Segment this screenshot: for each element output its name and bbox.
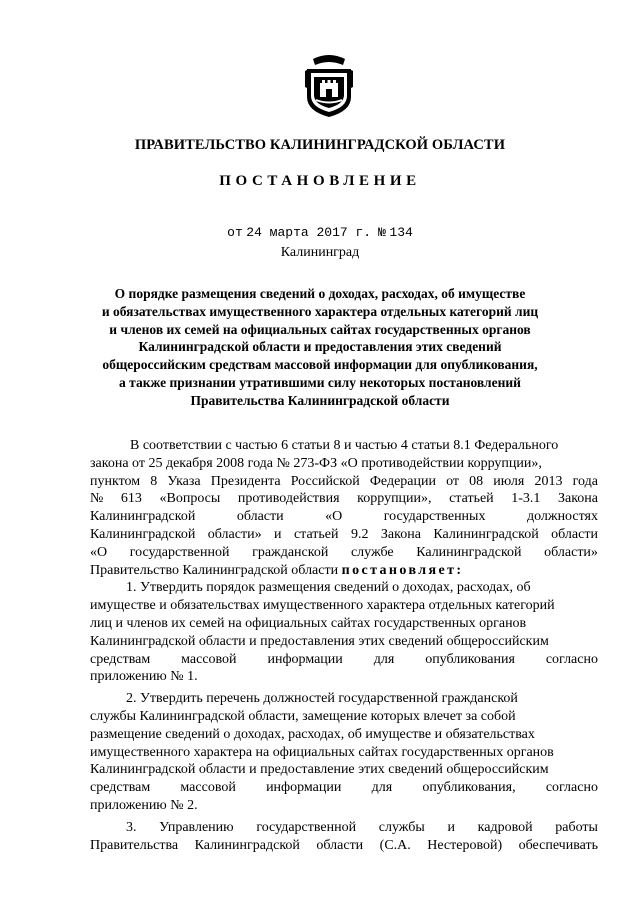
- word: Калининградской: [90, 526, 196, 542]
- word: 9.2: [350, 526, 369, 542]
- resolution-subject: Правительство Калининградской области: [90, 562, 339, 578]
- word: закона от 25 декабря 2008 года № 273-ФЗ «О противодействии коррупции»,: [90, 455, 542, 471]
- word: согласно: [545, 780, 598, 796]
- word: области: [236, 509, 284, 525]
- word: 08: [469, 473, 484, 489]
- heading-line: общероссийским средствам массовой информации для опубликования,: [102, 357, 538, 373]
- word: Нестеровой): [427, 837, 503, 853]
- resolution-word: постановляет:: [341, 562, 464, 578]
- coat-of-arms-emblem: [303, 53, 355, 119]
- document-body: [90, 437, 598, 854]
- word: Калининградской: [416, 544, 522, 560]
- word: Калининградской: [433, 526, 539, 542]
- body-line: [90, 544, 598, 562]
- city: Калининград: [280, 245, 360, 260]
- body-line: [90, 490, 598, 508]
- word: и: [447, 819, 455, 835]
- word: области: [316, 837, 364, 853]
- document-number: 134: [389, 225, 413, 240]
- word: 613: [120, 491, 142, 507]
- heading-line: О порядке размещения сведений о доходах, расходах, об имуществе: [114, 286, 526, 301]
- word: №: [90, 491, 104, 507]
- word: Калининградской: [194, 837, 300, 853]
- organization-title: ПРАВИТЕЛЬСТВО КАЛИНИНГРАДСКОЙ ОБЛАСТИ: [134, 137, 506, 153]
- heading-line: и членов их семей на официальных сайтах государственных органов: [109, 321, 531, 337]
- body-line: В соответствии с частью 6 статьи 8 и частью 4 статьи 8.1 Федерального: [130, 438, 559, 453]
- word: информации: [267, 651, 343, 667]
- word: области»: [544, 544, 598, 560]
- body-line: службы Калининградской области, замещение которых влечет за собой: [90, 708, 516, 724]
- word: области: [551, 526, 598, 542]
- body-line: Калининградской области и предоставление этих сведений общероссийским: [90, 762, 549, 778]
- body-line: 1. Утвердить порядок размещения сведений о доходах, расходах, об: [126, 580, 531, 596]
- word: области»: [207, 526, 262, 542]
- word: статьей: [449, 491, 494, 507]
- heading-line: Калининградской области и предоставления этих сведений: [138, 339, 502, 355]
- word: июля: [493, 473, 525, 489]
- body-line: 2. Утвердить перечень должностей государственной гражданской: [126, 691, 518, 707]
- word: гражданской: [252, 544, 329, 560]
- body-line: имуществе и обязательствах имущественного характера отдельных категорий: [90, 598, 555, 614]
- word: Президента: [210, 473, 281, 489]
- word: работы: [555, 819, 598, 835]
- body-line: [90, 473, 598, 491]
- word: согласно: [545, 651, 598, 667]
- word: государственных: [383, 509, 486, 525]
- heading-line: а также признании утратившими силу некоторых постановлений: [119, 374, 521, 390]
- word: массовой: [180, 780, 236, 796]
- body-line: [90, 526, 598, 544]
- word: 3.: [126, 819, 137, 835]
- body-line: [90, 562, 598, 580]
- word: массовой: [181, 651, 237, 667]
- body-line: [90, 819, 598, 837]
- body-line: размещение сведений о доходах, расходах, об имуществе и обязательствах: [90, 726, 535, 742]
- word: Закона: [380, 526, 421, 542]
- word: Управлению: [159, 819, 234, 835]
- word: коррупции»,: [357, 491, 432, 507]
- word: Калининградской: [90, 509, 196, 525]
- word: для: [371, 780, 393, 796]
- body-line: приложению № 2.: [90, 797, 198, 813]
- word: «О: [325, 509, 343, 525]
- word: Российской: [290, 473, 360, 489]
- word: опубликования: [425, 651, 515, 667]
- word: службе: [350, 544, 394, 560]
- word: государственной: [129, 544, 230, 560]
- word: информации: [266, 780, 342, 796]
- word: и: [274, 526, 282, 542]
- heading-line: Правительства Калининградской области: [190, 392, 450, 408]
- body-line: [90, 651, 598, 669]
- word: пунктом: [90, 473, 141, 489]
- word: 8: [150, 473, 158, 489]
- word: средствам: [90, 780, 151, 796]
- word: статьей: [293, 526, 339, 542]
- word: для: [373, 651, 395, 667]
- word: 1-3.1: [511, 491, 541, 507]
- document-date: 24 марта 2017 г.: [246, 225, 372, 240]
- word: службы: [378, 819, 425, 835]
- body-line: Калининградской области и предоставления этих сведений общероссийским: [90, 633, 549, 649]
- word: Правительства: [90, 837, 179, 853]
- date-prefix: от: [227, 225, 243, 240]
- word: кадровой: [477, 819, 533, 835]
- body-line: [90, 455, 598, 473]
- body-line: лиц и членов их семей на официальных сайтах государственных органов: [90, 615, 527, 631]
- word: должностях: [526, 509, 598, 525]
- word: противодействия: [237, 491, 340, 507]
- document-heading: [60, 285, 580, 410]
- word: «О: [90, 544, 108, 560]
- body-line: приложению № 1.: [90, 669, 198, 685]
- word: Указа: [167, 473, 201, 489]
- body-line: [90, 508, 598, 526]
- body-line: имущественного характера на официальных сайтах государственных органов: [90, 744, 554, 760]
- word: Федерации: [369, 473, 436, 489]
- date-number-line: [0, 225, 640, 241]
- word: обеспечивать: [518, 837, 598, 853]
- word: «Вопросы: [159, 491, 221, 507]
- body-line: [90, 779, 598, 797]
- word: 2013: [534, 473, 563, 489]
- word: средствам: [90, 651, 151, 667]
- word: опубликования,: [422, 780, 516, 796]
- body-line: [90, 837, 598, 855]
- word: Закона: [557, 491, 598, 507]
- heading-line: и обязательствах имущественного характера отдельных категорий лиц: [101, 303, 539, 319]
- number-sign: №: [378, 225, 386, 240]
- word: (С.А.: [379, 837, 411, 853]
- word: года: [572, 473, 598, 489]
- document-type: ПОСТАНОВЛЕНИЕ: [219, 173, 421, 189]
- word: от: [446, 473, 460, 489]
- word: государственной: [256, 819, 357, 835]
